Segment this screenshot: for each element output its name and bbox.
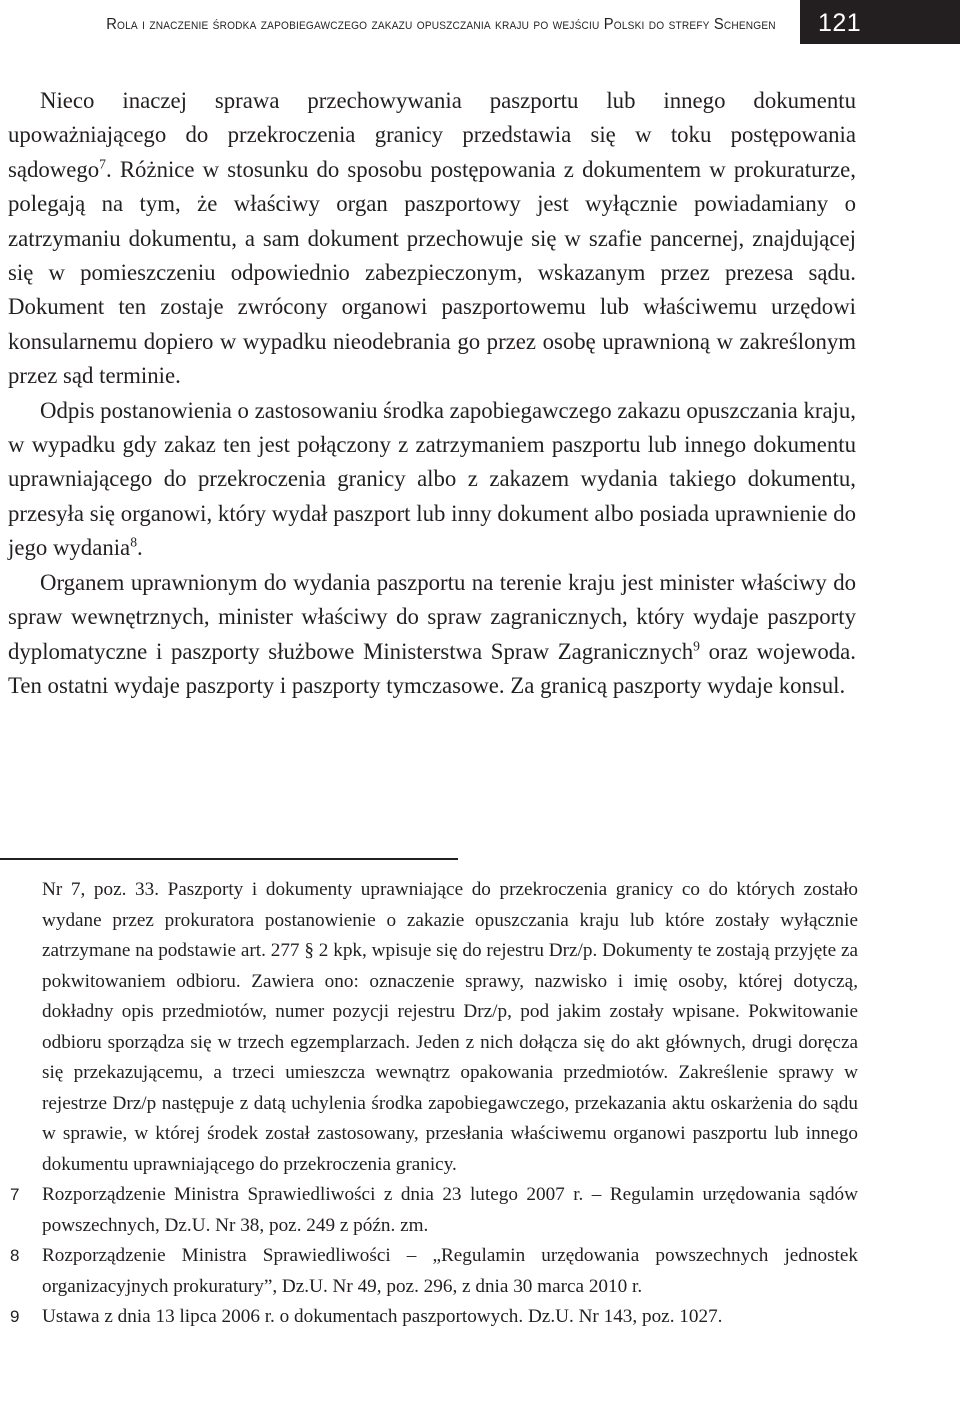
- paragraph-3: [8, 566, 856, 704]
- footnote-text: Nr 7, poz. 33. Paszporty i dokumenty uprawniające do przekroczenia granicy co do których zostało wydane przez prokuratora postanowienie o zakazie opuszczania kraju lub które zostały wyłącznie zatrzymane na podstawie art. 277 § 2 kpk, wpisuje się do rejestru Drz/p. Dokumenty te zostają przyjęte za pokwitowaniem odbioru. Zawiera ono: oznaczenie sprawy, nazwisko i imię osoby, której dotyczą, dokładny opis przedmiotów, numer pozycji rejestru Drz/p, pod jakim zostały wpisane. Pokwitowanie odbioru sporządza się w trzech egzemplarzach. Jeden z nich dołącza się do akt głównych, drugi doręcza się przekazującemu, a trzeci umieszcza wewnątrz opakowania przedmiotów. Zakreślenie sprawy w rejestrze Drz/p następuje z datą uchylenia środka zapobiegawczego, przekazania aktu oskarżenia do sądu w sprawie, w której środek został zastosowany, przesłania właściwemu organowi paszportu lub innego dokumentu uprawniającego do przekroczenia granicy.: [42, 879, 858, 1175]
- body-text: [8, 84, 856, 703]
- paragraph-1-text-a: Nieco inaczej sprawa przechowywania paszportu lub innego dokumentu upoważniającego do przekroczenia granicy przedstawia się w toku postępowania sądowego: [8, 88, 856, 182]
- paragraph-2-text-a: Odpis postanowienia o zastosowaniu środka zapobiegawczego zakazu opuszczania kraju, w wypadku gdy zakaz ten jest połączony z zatrzymaniem paszportu lub innego dokumentu uprawniającego do przekroczenia granicy albo z zakazem wydania takiego dokumentu, przesyła się organowi, który wydał paszport lub inny dokument albo posiada uprawnienie do jego wydania: [8, 397, 856, 561]
- footnote-separator: [0, 858, 458, 860]
- footnote-number: 8: [10, 1246, 20, 1265]
- footnote-ref-9[interactable]: 9: [693, 637, 700, 653]
- footnote-text: Ustawa z dnia 13 lipca 2006 r. o dokumentach paszportowych. Dz.U. Nr 143, poz. 1027.: [42, 1306, 723, 1327]
- footnote-ref-8[interactable]: 8: [130, 534, 138, 550]
- footnote-text: Rozporządzenie Ministra Sprawiedliwości z dnia 23 lutego 2007 r. – Regulamin urzędowania sądów powszechnych, Dz.U. Nr 38, poz. 249 z późn. zm.: [42, 1184, 858, 1236]
- footnote-number: 7: [10, 1185, 20, 1204]
- footnote-text: Rozporządzenie Ministra Sprawiedliwości – „Regulamin urzędowania powszechnych jednostek organizacyjnych prokuratury”, Dz.U. Nr 49, poz. 296, z dnia 30 marca 2010 r.: [42, 1245, 858, 1297]
- footnotes: [0, 875, 858, 1333]
- paragraph-1: [8, 84, 856, 394]
- paragraph-3-text-a: Organem uprawnionym do wydania paszportu na terenie kraju jest minister właściwy do spraw wewnętrznych, minister właściwy do spraw zagranicznych, który wydaje paszporty dyplomatyczne i paszporty służbowe Ministerstwa Spraw Zagranicznych: [8, 569, 856, 664]
- footnote-7: [0, 1180, 858, 1241]
- paragraph-3-text-b: oraz wojewoda. Ten ostatni wydaje paszporty i paszporty tymczasowe. Za granicą paszporty wydaje konsul.: [8, 638, 856, 698]
- footnote-continued: [0, 875, 858, 1180]
- footnote-ref-7[interactable]: 7: [99, 156, 106, 172]
- footnote-8: [0, 1241, 858, 1302]
- running-header: [0, 0, 960, 46]
- paragraph-2-text-b: .: [137, 535, 143, 561]
- footnote-number: 9: [10, 1307, 20, 1326]
- running-header-title: Rola i znaczenie środka zapobiegawczego zakazu opuszczania kraju po wejściu Polski do strefy Schengen: [106, 16, 776, 33]
- paragraph-1-text-b: . Różnice w stosunku do sposobu postępowania z dokumentem w prokuraturze, polegają na tym, że właściwy organ paszportowy jest wyłącznie powiadamiany o zatrzymaniu dokumentu, a sam dokument przechowuje się w szafie pancernej, znajdującej się w pomieszczeniu odpowiednio zabezpieczonym, wskazanym przez prezesa sądu. Dokument ten zostaje zwrócony organowi paszportowemu lub właściwemu urzędowi konsularnemu dopiero w wypadku nieodebrania go przez osobę uprawnioną w zakreślonym przez sąd terminie.: [8, 156, 856, 389]
- paragraph-2: [8, 394, 856, 566]
- page-number: 121: [818, 9, 862, 37]
- footnote-9: [0, 1302, 858, 1333]
